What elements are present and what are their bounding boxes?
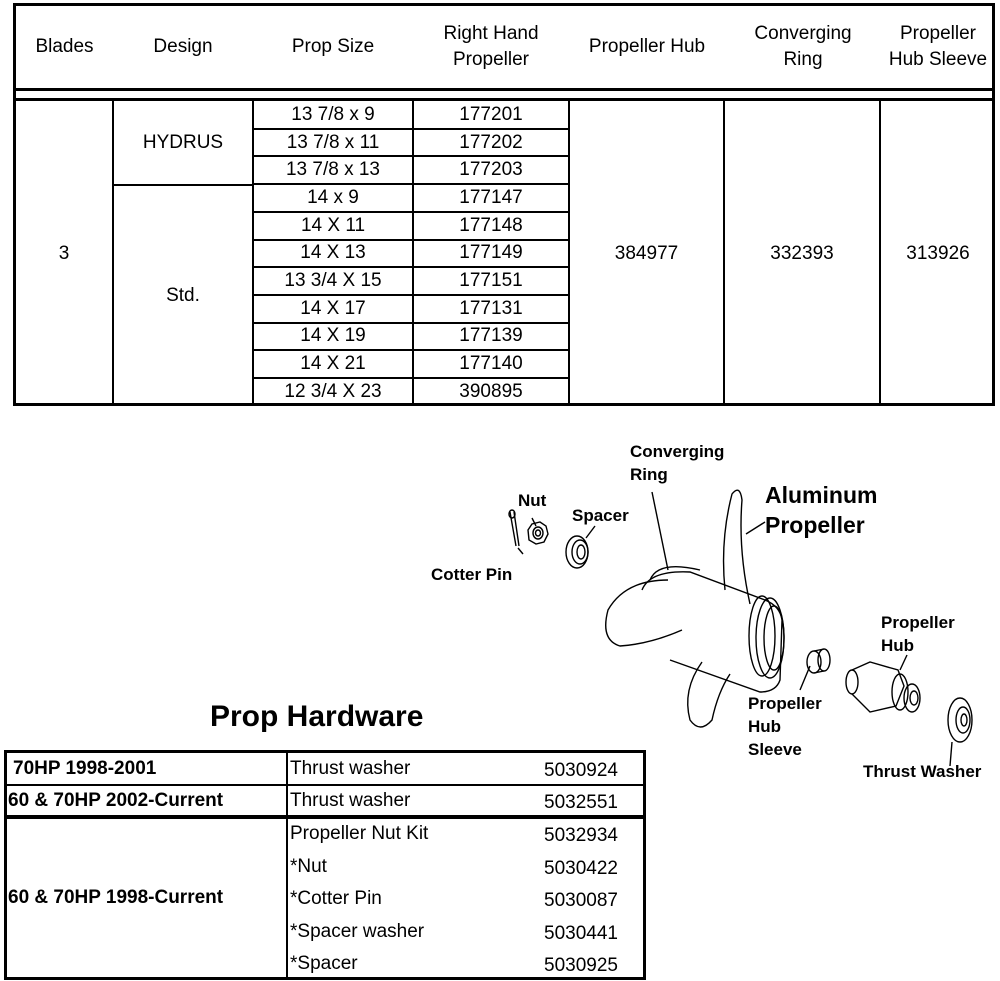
prop-size-cell: 14 X 19 xyxy=(300,325,366,347)
design-std-text: Std. xyxy=(166,285,200,306)
hw-item-part: 5032551 xyxy=(544,792,618,813)
hw-item-part: 5030087 xyxy=(544,890,618,911)
part-number-cell: 177147 xyxy=(459,186,523,208)
hw-model: 60 & 70HP 2002-Current xyxy=(8,790,224,811)
prop-size-cell: 14 X 21 xyxy=(300,353,366,375)
prop-size-cell: 12 3/4 X 23 xyxy=(284,380,382,402)
hw-item-desc: *Spacer xyxy=(290,953,358,974)
ring-text: 332393 xyxy=(770,242,834,264)
header-blades xyxy=(16,6,113,88)
header-sleeve-line2: Hub Sleeve xyxy=(888,49,988,70)
label-sleeve-line1: Propeller xyxy=(748,694,822,713)
prop-size-cell: 13 3/4 X 15 xyxy=(284,270,382,292)
part-number-cell: 177151 xyxy=(459,270,523,292)
row-divider xyxy=(252,377,570,379)
part-number-cell: 390895 xyxy=(459,380,523,402)
hw-col-divider xyxy=(286,753,288,977)
row-divider xyxy=(252,183,570,185)
prop-size-cell: 14 X 13 xyxy=(300,242,366,264)
hw-item-part: 5030422 xyxy=(544,858,618,879)
header-divider xyxy=(16,88,995,91)
row-divider xyxy=(252,239,570,241)
hw-item-desc: Thrust washer xyxy=(290,790,411,811)
label-converging-ring xyxy=(630,440,724,486)
header-sleeve-line1: Propeller xyxy=(899,23,977,44)
part-number-cell: 177131 xyxy=(459,297,523,319)
label-propeller-hub xyxy=(881,611,955,657)
header-ring-line1: Converging xyxy=(754,23,852,44)
label-spacer: Spacer xyxy=(572,506,629,525)
prop-size-cell: 14 X 17 xyxy=(300,297,366,319)
ring-value xyxy=(725,101,879,406)
hw-item-desc: Thrust washer xyxy=(290,758,411,779)
row-divider xyxy=(252,155,570,157)
hw-item-desc: *Cotter Pin xyxy=(290,888,382,909)
label-propeller-hub-sleeve xyxy=(748,692,822,761)
label-hub-line1: Propeller xyxy=(881,613,955,632)
header-blades-text: Blades xyxy=(35,36,94,57)
header-hub-sleeve xyxy=(881,6,995,88)
propeller-table xyxy=(13,3,995,406)
row-divider xyxy=(252,349,570,351)
propeller-hub-sleeve-icon xyxy=(807,649,830,673)
hub-text: 384977 xyxy=(614,242,679,264)
propeller-diagram xyxy=(420,430,1000,790)
label-converging-line1: Converging xyxy=(630,442,725,461)
diagram-title-line1: Aluminum xyxy=(765,482,878,508)
diagram-title-line2: Propeller xyxy=(765,512,865,538)
hardware-table xyxy=(4,750,646,980)
prop-size-cell: 14 x 9 xyxy=(307,186,359,208)
part-number-cell: 177139 xyxy=(459,325,523,347)
hw-item-part: 5030441 xyxy=(544,923,618,944)
hardware-title: Prop Hardware xyxy=(210,700,424,733)
header-prop-size-text: Prop Size xyxy=(291,36,375,57)
cotter-pin-icon xyxy=(509,510,519,546)
label-cotter-pin: Cotter Pin xyxy=(431,565,513,584)
design-std xyxy=(114,186,252,406)
hub-value xyxy=(570,101,723,406)
design-hydrus-text: HYDRUS xyxy=(142,131,224,153)
header-ring-line2: Ring xyxy=(783,49,823,70)
row-divider xyxy=(252,211,570,213)
hw-row-divider xyxy=(7,784,643,786)
hw-item-desc: *Nut xyxy=(290,856,327,877)
header-prop-size xyxy=(253,6,413,88)
hw-item-part: 5030924 xyxy=(544,760,618,781)
header-hub-text: Propeller Hub xyxy=(588,36,706,57)
row-divider xyxy=(252,322,570,324)
prop-size-cell: 13 7/8 x 9 xyxy=(291,103,375,125)
hw-row-divider xyxy=(7,817,643,819)
row-divider xyxy=(252,294,570,296)
label-thrust-washer: Thrust Washer xyxy=(863,762,982,781)
hw-item-part: 5030925 xyxy=(544,955,618,976)
hw-item-desc: *Spacer washer xyxy=(290,921,425,942)
part-number-cell: 177148 xyxy=(459,214,523,236)
hw-model: 70HP 1998-2001 xyxy=(13,758,157,779)
label-hub-line2: Hub xyxy=(881,636,915,655)
spacer-icon xyxy=(566,536,588,568)
hw-item-desc: Propeller Nut Kit xyxy=(290,823,429,844)
label-sleeve-line2: Hub xyxy=(748,717,782,736)
part-number-cell: 177149 xyxy=(459,242,523,264)
label-sleeve-line3: Sleeve xyxy=(748,740,802,759)
design-hydrus xyxy=(114,101,252,184)
propeller-hub-icon xyxy=(846,662,920,712)
label-converging-line2: Ring xyxy=(630,465,668,484)
prop-size-cell: 13 7/8 x 11 xyxy=(286,131,380,153)
diagram-title xyxy=(765,480,877,540)
row-divider xyxy=(252,128,570,130)
nut-icon xyxy=(528,522,548,544)
part-number-cell: 177202 xyxy=(459,131,523,153)
thrust-washer-icon xyxy=(948,698,972,742)
hw-model: 60 & 70HP 1998-Current xyxy=(8,887,224,908)
header-rh-line2: Propeller xyxy=(452,49,530,70)
label-nut: Nut xyxy=(518,491,547,510)
prop-size-cell: 13 7/8 x 13 xyxy=(285,159,381,181)
header-design-text: Design xyxy=(153,36,213,57)
prop-size-cell: 14 X 11 xyxy=(300,214,366,236)
header-rh-line1: Right Hand xyxy=(443,23,539,44)
part-number-cell: 177203 xyxy=(459,159,523,181)
header-propeller-hub xyxy=(569,6,725,88)
hw-item-part: 5032934 xyxy=(544,825,618,846)
blades-value xyxy=(16,101,112,406)
row-divider xyxy=(252,266,570,268)
blades-text: 3 xyxy=(58,242,70,264)
part-number-cell: 177201 xyxy=(459,103,523,125)
part-number-cell: 177140 xyxy=(459,353,523,375)
header-converging-ring xyxy=(725,6,881,88)
sleeve-text: 313926 xyxy=(906,242,970,264)
sleeve-value xyxy=(881,101,995,406)
header-design xyxy=(113,6,253,88)
header-right-hand-propeller xyxy=(413,6,569,88)
